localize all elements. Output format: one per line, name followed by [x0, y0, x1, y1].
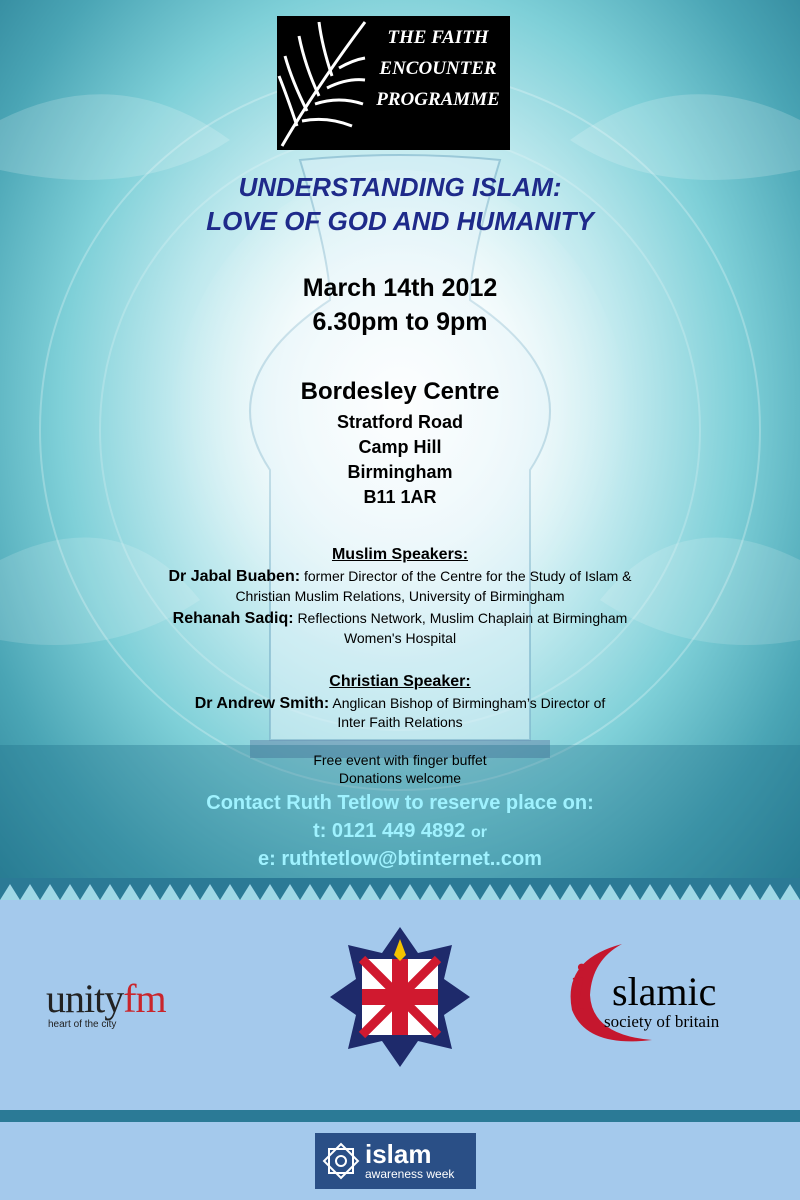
islamic-society-logo [562, 940, 772, 1050]
venue-address [0, 410, 800, 510]
contact-phone-line [0, 820, 800, 843]
christian-speaker-heading: Christian Speaker: [329, 673, 471, 690]
border-pattern [0, 878, 800, 900]
note-free-event: Free event with finger buffet [313, 752, 487, 768]
speaker-2-line-1 [0, 609, 800, 628]
address-line: B11 1AR [363, 487, 437, 507]
contact-phone[interactable]: t: 0121 449 4892 [313, 820, 466, 842]
speaker-1-line-1 [0, 567, 800, 586]
muslim-speakers-heading: Muslim Speakers: [331, 546, 469, 563]
faith-encounter-logo [277, 16, 510, 150]
contact-email[interactable]: e: ruthtetlow@btinternet..com [258, 848, 542, 870]
isb-subtitle: society of britain [604, 1012, 720, 1031]
speaker-2-name: Rehanah Sadiq: [172, 610, 294, 627]
address-line: Birmingham [347, 462, 453, 482]
isb-i-letter: i [568, 949, 588, 1026]
geometric-star-icon [321, 1141, 361, 1181]
title-line-1: UNDERSTANDING ISLAM: [238, 172, 562, 202]
speaker-2-desc: Reflections Network, Muslim Chaplain at Birmingham [297, 610, 628, 626]
title-line-2: LOVE OF GOD AND HUMANITY [206, 206, 594, 236]
unity-fm-logo [46, 975, 221, 1035]
islam-awareness-week-logo [315, 1133, 476, 1189]
contact-or: or [470, 824, 487, 841]
fern-icon [277, 16, 367, 150]
speaker-1-name: Dr Jabal Buaben: [168, 568, 301, 585]
bottom-pattern-strip [0, 1110, 800, 1122]
logo-line-2: ENCOUNTER [379, 58, 497, 79]
unity-fm-wordmark [46, 975, 166, 1022]
contact-line: Contact Ruth Tetlow to reserve place on: [206, 792, 594, 814]
event-date: March 14th 2012 [302, 274, 498, 302]
note-donations: Donations welcome [338, 770, 462, 786]
event-time: 6.30pm to 9pm [312, 308, 488, 336]
unity-fm-tagline: heart of the city [48, 1019, 117, 1030]
speaker-1-desc: former Director of the Centre for the Study of Islam & [303, 568, 632, 584]
fm-word: fm [123, 976, 166, 1021]
venue-name: Bordesley Centre [300, 378, 500, 405]
isb-wordmark: slamic [612, 969, 717, 1014]
logo-line-3: PROGRAMME [376, 89, 500, 110]
logo-line-1: THE FAITH [387, 27, 489, 48]
address-line: Stratford Road [337, 412, 463, 432]
speaker-3-desc-2: Inter Faith Relations [337, 714, 463, 730]
logo-text [369, 22, 507, 115]
iaw-subtitle: awareness week [365, 1167, 455, 1181]
union-star-emblem [330, 927, 470, 1067]
speaker-3-line-1 [0, 694, 800, 713]
unity-word: unity [46, 976, 124, 1021]
speaker-3-desc: Anglican Bishop of Birmingham’s Director of [332, 695, 606, 711]
address-line: Camp Hill [358, 437, 442, 457]
iaw-wordmark: islam [365, 1139, 432, 1169]
speaker-3-name: Dr Andrew Smith: [194, 695, 330, 712]
speaker-2-desc-2: Women's Hospital [343, 630, 457, 646]
speaker-1-desc-2: Christian Muslim Relations, University of Birmingham [235, 588, 565, 604]
